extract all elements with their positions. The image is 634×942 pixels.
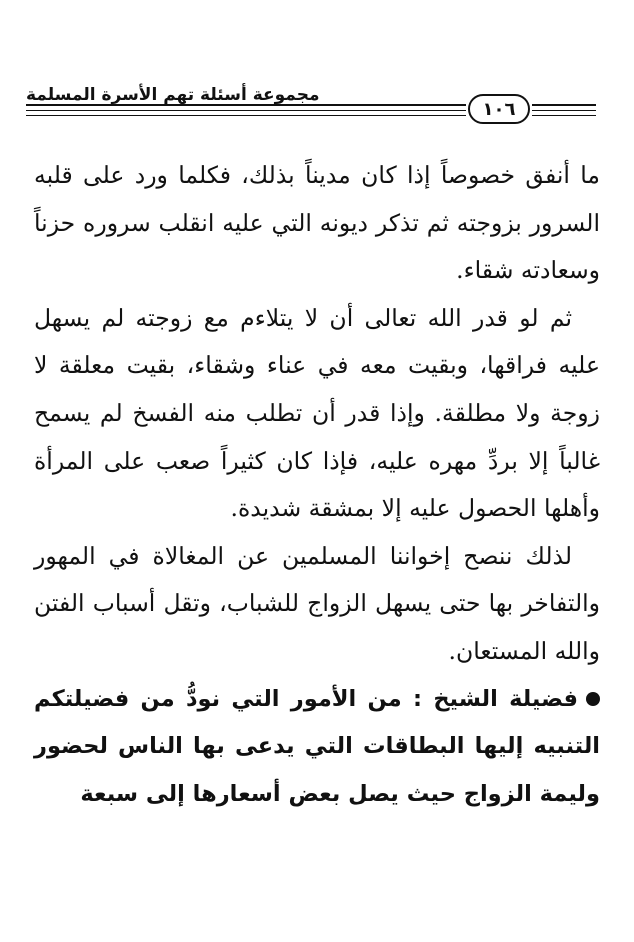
bullet-icon: [586, 692, 600, 706]
question-text: فضيلة الشيخ : من الأمور التي نودُّ من فضيلتكم التنبيه إليها البطاقات التي يدعى بها الناس لحضور وليمة الزواج حيث يصل بعض أسعارها إلى سبعة: [34, 685, 600, 807]
paragraph: ثم لو قدر الله تعالى أن لا يتلاءم مع زوجته لم يسهل عليه فراقها، وبقيت معه في عناء وشقاء، بقيت معلقة لا زوجة ولا مطلقة. وإذا قدر أن تطلب منه الفسخ لم يسمح غالباً إلا بردِّ مهره عليه، فإذا كان كثيراً صعب على المرأة وأهلها الحصول عليه إلا بمشقة شديدة.: [34, 303, 600, 523]
header-rule: [26, 110, 466, 111]
question-paragraph: [34, 676, 600, 819]
page-number: ١٠٦: [468, 94, 530, 124]
header-rule: [532, 110, 596, 111]
paragraph: ما أنفق خصوصاً إذا كان مديناً بذلك، فكلما ورد على قلبه السرور بزوجته ثم تذكر ديونه التي عليه انقلب سروره حزناً وسعادته شقاء.: [34, 161, 600, 285]
header-rule: [26, 104, 466, 106]
paragraph: لذلك ننصح إخواننا المسلمين عن المغالاة في المهور والتفاخر بها حتى يسهل الزواج للشباب، وتقل أسباب الفتن والله المستعان.: [34, 541, 600, 665]
header-rule: [26, 115, 466, 116]
running-header-title: مجموعة أسئلة تهم الأسرة المسلمة: [26, 85, 320, 105]
page-body: [34, 152, 600, 818]
header-rule: [532, 115, 596, 116]
header-rule: [532, 104, 596, 106]
